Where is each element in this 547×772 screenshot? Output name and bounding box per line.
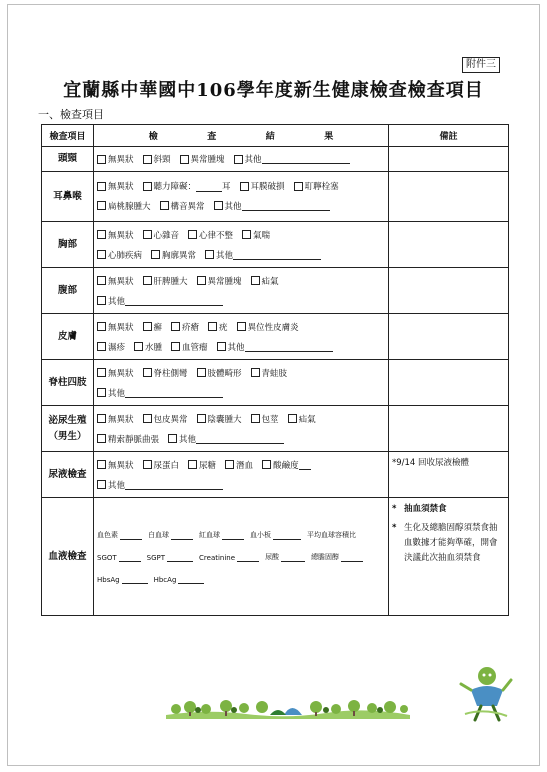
option-line (97, 363, 385, 383)
row-category: 腹部 (42, 268, 94, 314)
checkbox[interactable] (143, 460, 152, 469)
fill-in-blank[interactable] (281, 552, 305, 562)
blood-field-label: 尿酸 (265, 552, 280, 561)
remark-item (392, 502, 505, 517)
checkbox-label: 無異狀 (108, 230, 134, 241)
fill-in-blank[interactable] (196, 182, 222, 192)
table-row (42, 147, 509, 172)
checkbox-label: 扁桃腺腫大 (108, 201, 151, 212)
checkbox-label: 無異狀 (108, 322, 134, 333)
blood-field[interactable] (148, 530, 193, 540)
checkbox[interactable] (97, 342, 106, 351)
checkbox-option[interactable] (251, 413, 279, 425)
row-category: 尿液檢查 (42, 452, 94, 498)
checkbox-option[interactable] (143, 180, 231, 194)
checkbox-label: 青蛙肢 (261, 368, 288, 379)
blood-field[interactable] (154, 574, 205, 584)
option-line (97, 317, 385, 337)
checkbox[interactable] (294, 182, 303, 191)
checkbox-option[interactable] (97, 275, 134, 287)
checkbox-option[interactable] (97, 295, 223, 307)
checkbox-label: 水腫 (145, 342, 163, 353)
checkbox-option[interactable] (143, 459, 180, 471)
row-category: 皮膚 (42, 314, 94, 360)
blood-field-label: SGPT (146, 553, 166, 562)
row-category: 脊柱四肢 (42, 360, 94, 406)
checkbox[interactable] (143, 182, 152, 191)
checkbox-label: 疝氣 (261, 276, 279, 287)
row-remark (389, 222, 509, 268)
checkbox-option[interactable] (171, 341, 208, 353)
asterisk-bullet: * (392, 523, 397, 533)
blood-field-label: 紅血球 (199, 530, 220, 539)
row-remark (389, 314, 509, 360)
row-category: 血液檢查 (42, 498, 94, 616)
checkbox[interactable] (97, 388, 106, 397)
checkbox-label: 疣 (219, 322, 228, 333)
checkbox[interactable] (180, 155, 189, 164)
checkbox[interactable] (143, 414, 152, 423)
blood-field-label: 平均血球容積比 (307, 530, 356, 539)
option-line (97, 383, 385, 403)
checkbox-label: 無異狀 (108, 276, 134, 287)
row-remark (389, 147, 509, 172)
remark-item (392, 521, 505, 566)
row-category: 胸部 (42, 222, 94, 268)
row-remark (389, 406, 509, 452)
checkbox-label: 心雜音 (153, 230, 180, 241)
checkbox-option[interactable] (97, 479, 223, 491)
checkbox-label: 無異狀 (108, 368, 134, 379)
table-row (42, 406, 509, 452)
checkbox-label: 包莖 (261, 414, 279, 425)
blood-field[interactable] (147, 552, 193, 562)
checkbox-option[interactable] (134, 341, 162, 353)
checkbox-option[interactable] (197, 367, 242, 379)
checkbox-option[interactable] (294, 180, 339, 194)
checkbox-label: 其他 (108, 296, 126, 307)
table-row (42, 268, 509, 314)
checkbox-label: 其他 (227, 342, 245, 353)
fill-in-blank[interactable] (125, 480, 223, 490)
checkbox-option[interactable] (143, 413, 188, 425)
option-line (97, 196, 385, 216)
row-category: 耳鼻喉 (42, 172, 94, 222)
checkbox-option[interactable] (143, 153, 171, 165)
blood-field[interactable] (199, 530, 244, 540)
checkbox[interactable] (97, 480, 106, 489)
fill-in-blank[interactable] (242, 201, 330, 211)
checkbox[interactable] (151, 250, 160, 259)
header-result-char: 結 (265, 132, 275, 142)
option-line (97, 291, 385, 311)
checkbox[interactable] (188, 230, 197, 239)
table-row (42, 172, 509, 222)
row-options (94, 172, 389, 222)
checkbox-label: 血管瘤 (182, 342, 208, 353)
checkbox[interactable] (134, 342, 143, 351)
checkbox-option[interactable] (97, 249, 142, 261)
checkbox-option[interactable] (97, 387, 223, 399)
checkbox[interactable] (97, 250, 106, 259)
row-category: 泌尿生殖 （男生） (42, 406, 94, 452)
checkbox-label: 無異狀 (108, 181, 134, 192)
blood-field[interactable] (311, 552, 363, 562)
checkbox-label: 耵聹栓塞 (304, 181, 339, 192)
row-remark (389, 498, 509, 616)
table-row (42, 498, 509, 616)
checkbox-option[interactable] (97, 367, 134, 379)
checkbox-option[interactable] (237, 321, 299, 333)
blood-field-label: 白血球 (148, 530, 169, 539)
checkbox[interactable] (251, 276, 260, 285)
checkbox[interactable] (143, 155, 152, 164)
checkbox[interactable] (225, 460, 234, 469)
footer-landscape-illustration (166, 695, 410, 719)
section-heading: 一、檢查項目 (38, 108, 104, 121)
header-item: 檢查項目 (42, 125, 94, 147)
checkbox-option[interactable] (217, 341, 333, 353)
fill-in-blank[interactable] (237, 552, 259, 562)
blood-field-line (97, 524, 385, 546)
blood-field[interactable] (250, 530, 301, 540)
checkbox-option[interactable] (208, 321, 228, 333)
checkbox-label: 濕疹 (108, 342, 126, 353)
table-header-row (42, 125, 509, 147)
checkbox-label: 胸廓異常 (162, 250, 197, 261)
checkbox[interactable] (97, 322, 106, 331)
checkbox[interactable] (143, 368, 152, 377)
blood-test-fields (94, 498, 389, 616)
checkbox-option[interactable] (251, 275, 279, 287)
option-line (97, 475, 385, 495)
blood-field-label: 血小板 (250, 530, 271, 539)
blood-field[interactable] (97, 552, 141, 562)
fill-in-blank[interactable] (125, 388, 223, 398)
checkbox-label: 心律不整 (199, 230, 234, 241)
row-options (94, 222, 389, 268)
header-result (94, 125, 389, 147)
checkbox[interactable] (97, 296, 106, 305)
checkbox-label: 其他 (216, 250, 234, 261)
checkbox-option[interactable] (97, 321, 134, 333)
checkbox[interactable] (97, 155, 106, 164)
checkbox-label: 潛血 (236, 460, 254, 471)
option-line (97, 409, 385, 429)
option-line (97, 429, 385, 449)
checkbox-option[interactable] (234, 153, 350, 165)
checkbox-option[interactable] (188, 459, 216, 471)
checkbox-option[interactable] (188, 229, 233, 241)
checkbox[interactable] (97, 434, 106, 443)
row-remark (389, 360, 509, 406)
checkbox[interactable] (143, 276, 152, 285)
checkbox[interactable] (288, 414, 297, 423)
row-remark (389, 172, 509, 222)
checkbox-label: 聽力障礙： (153, 181, 197, 192)
attachment-label: 附件三 (462, 57, 500, 73)
fill-in-blank[interactable] (299, 460, 311, 470)
header-result-char: 查 (207, 132, 217, 142)
checkbox-option[interactable] (151, 249, 196, 261)
option-line (97, 455, 385, 475)
checkbox-label: 疥瘡 (182, 322, 200, 333)
option-line (97, 337, 385, 357)
header-result-char: 檢 (148, 132, 158, 142)
checkbox-option[interactable] (197, 275, 242, 287)
checkbox-label: 肝脾腫大 (153, 276, 188, 287)
table-row (42, 314, 509, 360)
checkbox-label: 異常腫塊 (207, 276, 242, 287)
checkbox[interactable] (97, 182, 106, 191)
checkbox[interactable] (205, 250, 214, 259)
checkbox-label: 耳膜破損 (250, 181, 285, 192)
blood-field[interactable] (199, 552, 259, 562)
checkbox[interactable] (262, 460, 271, 469)
checkbox-option[interactable] (197, 413, 242, 425)
fill-in-blank[interactable] (273, 530, 301, 540)
checkbox-label: 其他 (244, 155, 262, 165)
checkbox-option[interactable] (143, 321, 163, 333)
checkbox-label: 精索靜脈曲張 (108, 434, 160, 445)
checkbox-label: 其他 (179, 434, 197, 445)
checkbox[interactable] (143, 230, 152, 239)
blood-field-label: 總膽固醇 (311, 552, 340, 561)
checkbox-label: 無異狀 (108, 414, 134, 425)
checkbox-label: 酸鹼度 (273, 460, 299, 471)
blood-field[interactable] (97, 530, 142, 540)
row-remark (389, 268, 509, 314)
fill-in-blank[interactable] (125, 296, 223, 306)
row-options (94, 314, 389, 360)
checkbox-option[interactable] (160, 200, 205, 212)
checkbox-label: 包皮異常 (153, 414, 188, 425)
checkbox-option[interactable] (242, 229, 270, 241)
table-row (42, 222, 509, 268)
fill-in-blank[interactable] (262, 154, 350, 164)
fill-in-blank[interactable] (233, 250, 321, 260)
checkbox[interactable] (242, 230, 251, 239)
fill-in-blank[interactable] (119, 552, 141, 562)
checkbox-option[interactable] (251, 367, 288, 379)
checkbox-label: 無異狀 (108, 460, 134, 471)
checkbox-label: 肢體畸形 (207, 368, 242, 379)
table-row (42, 452, 509, 498)
row-category: 頭頸 (42, 147, 94, 172)
remark-text: 生化及總膽固醇須禁食抽血數據才能夠準確，開會決議此次抽血須禁食 (404, 523, 498, 563)
checkbox-label: 其他 (224, 201, 242, 212)
mascot-illustration (457, 664, 513, 724)
row-remark: *9/14 回收尿液檢體 (389, 452, 509, 498)
checkbox[interactable] (197, 414, 206, 423)
row-options (94, 268, 389, 314)
checkbox-label: 心肺疾病 (108, 250, 143, 261)
checkbox[interactable] (214, 201, 223, 210)
checkbox-label: 陰囊腫大 (207, 414, 242, 425)
checkbox[interactable] (240, 182, 249, 191)
checkbox-label: 疝氣 (298, 414, 316, 425)
checkbox-option[interactable] (262, 459, 311, 471)
checkbox[interactable] (160, 201, 169, 210)
blood-field-label: HbcAg (153, 575, 177, 584)
checkbox-label: 構音異常 (170, 201, 205, 212)
option-line (97, 149, 385, 169)
blank-suffix: 耳 (222, 181, 231, 192)
checkbox[interactable] (251, 368, 260, 377)
fill-in-blank[interactable] (222, 530, 244, 540)
checkbox[interactable] (97, 276, 106, 285)
row-options (94, 406, 389, 452)
row-options (94, 360, 389, 406)
checkbox[interactable] (188, 460, 197, 469)
checkbox[interactable] (217, 342, 226, 351)
checkbox-label: 異位性皮膚炎 (247, 322, 299, 333)
fill-in-blank[interactable] (341, 552, 363, 562)
checkbox[interactable] (168, 434, 177, 443)
checkbox-label: 尿糖 (199, 460, 217, 471)
fill-in-blank[interactable] (167, 552, 193, 562)
checkbox-option[interactable] (97, 153, 134, 165)
checkbox-option[interactable] (225, 459, 253, 471)
checkbox[interactable] (171, 322, 180, 331)
checkbox[interactable] (97, 414, 106, 423)
checkbox[interactable] (197, 276, 206, 285)
checkbox[interactable] (234, 155, 243, 164)
checkbox-option[interactable] (214, 200, 330, 212)
fill-in-blank[interactable] (122, 574, 148, 584)
checkbox-option[interactable] (97, 200, 151, 212)
option-line (97, 225, 385, 245)
checkbox-option[interactable] (97, 459, 134, 471)
blood-field[interactable] (265, 552, 305, 562)
fill-in-blank[interactable] (120, 530, 142, 540)
checkbox-label: 癬 (153, 322, 163, 333)
checkbox-label: 其他 (108, 388, 126, 399)
checkbox[interactable] (143, 322, 152, 331)
checkbox[interactable] (237, 322, 246, 331)
checkbox-option[interactable] (97, 341, 125, 353)
header-result-char: 果 (324, 132, 334, 142)
blood-field-label: 血色素 (97, 530, 118, 539)
document-title: 宜蘭縣中華國中106學年度新生健康檢查檢查項目 (63, 80, 484, 101)
checkbox[interactable] (97, 368, 106, 377)
checkbox[interactable] (97, 460, 106, 469)
checkbox-option[interactable] (97, 433, 159, 445)
blood-field-line (97, 546, 385, 568)
checkup-table (41, 124, 509, 616)
blood-field-label: HbsAg (97, 575, 120, 584)
checkbox-label: 尿蛋白 (153, 460, 180, 471)
blood-field-label: SGOT (97, 553, 117, 562)
checkbox-option[interactable] (143, 229, 180, 241)
asterisk-bullet: * (392, 504, 397, 514)
fill-in-blank[interactable] (171, 530, 193, 540)
checkbox-label: 異常腫塊 (190, 155, 225, 165)
checkbox-option[interactable] (205, 249, 321, 261)
checkbox[interactable] (197, 368, 206, 377)
checkbox[interactable] (97, 230, 106, 239)
checkbox-option[interactable] (180, 153, 225, 165)
checkbox[interactable] (97, 201, 106, 210)
checkbox-option[interactable] (240, 180, 285, 194)
blood-field[interactable] (307, 530, 356, 540)
checkbox-option[interactable] (143, 275, 188, 287)
option-line (97, 178, 385, 196)
checkbox-option[interactable] (143, 367, 188, 379)
checkbox-option[interactable] (97, 229, 134, 241)
checkbox-option[interactable] (168, 433, 284, 445)
option-line (97, 271, 385, 291)
checkbox-option[interactable] (97, 413, 134, 425)
checkbox-option[interactable] (97, 180, 134, 194)
row-options (94, 147, 389, 172)
blood-field[interactable] (97, 574, 148, 584)
checkbox-option[interactable] (171, 321, 199, 333)
checkbox-label: 斜頸 (153, 155, 171, 165)
checkbox-label: 脊柱側彎 (153, 368, 188, 379)
blood-field-label: Creatinine (199, 553, 236, 562)
fill-in-blank[interactable] (245, 342, 333, 352)
checkbox[interactable] (171, 342, 180, 351)
fill-in-blank[interactable] (196, 434, 284, 444)
header-remark: 備註 (389, 125, 509, 147)
option-line (97, 245, 385, 265)
fill-in-blank[interactable] (178, 574, 204, 584)
row-options (94, 452, 389, 498)
checkbox[interactable] (251, 414, 260, 423)
blood-field-line (97, 568, 385, 590)
checkbox-label: 其他 (108, 480, 126, 491)
remark-text: 抽血須禁食 (404, 504, 447, 514)
checkbox[interactable] (208, 322, 217, 331)
checkbox-label: 無異狀 (108, 155, 134, 165)
checkbox-label: 氣喘 (253, 230, 271, 241)
checkbox-option[interactable] (288, 413, 316, 425)
table-row (42, 360, 509, 406)
